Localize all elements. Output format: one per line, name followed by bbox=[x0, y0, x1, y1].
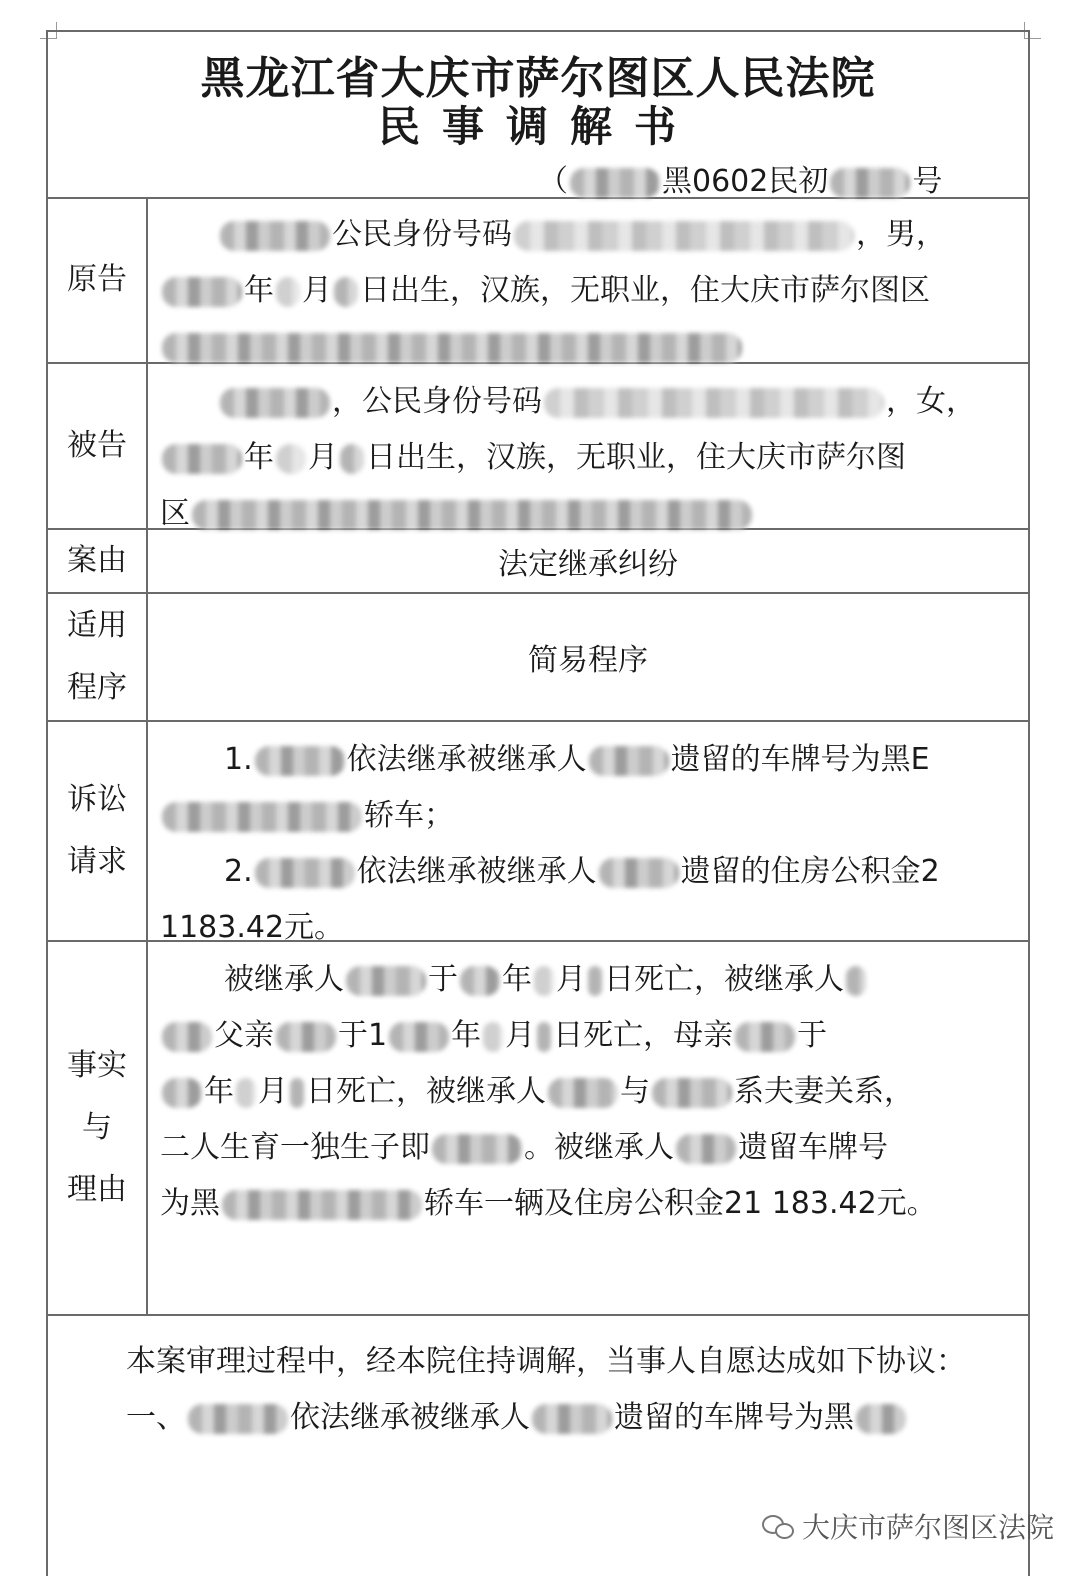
cause-label: 案由 bbox=[48, 530, 148, 592]
claims-label-line2: 请求 bbox=[67, 844, 127, 879]
wechat-icon bbox=[762, 1513, 794, 1539]
defendant-info bbox=[160, 374, 1016, 542]
agreement-item-number: 一、 bbox=[126, 1400, 186, 1435]
redacted-serial bbox=[830, 168, 910, 198]
claims-label bbox=[48, 722, 148, 940]
redacted-plate bbox=[856, 1404, 906, 1434]
redacted-id bbox=[544, 388, 884, 418]
claim-1-text-2: 遗留的车牌号为黑E bbox=[670, 742, 930, 777]
claim-1-text: 依法继承被继承人 bbox=[346, 742, 587, 777]
agreement-content bbox=[62, 1334, 1016, 1446]
facts-text: 于 bbox=[428, 962, 458, 997]
claim-1-number: 1. bbox=[224, 742, 253, 777]
redacted-name bbox=[220, 221, 330, 251]
facts-label-line1: 事实 bbox=[67, 1048, 127, 1083]
facts-text: 月 bbox=[258, 1074, 288, 1109]
facts-label-line2: 与 bbox=[82, 1110, 112, 1145]
facts-text: 年 bbox=[502, 962, 532, 997]
case-number bbox=[538, 156, 942, 200]
redacted-name bbox=[532, 1404, 612, 1434]
document-type: 民事调解书 bbox=[377, 102, 698, 151]
redacted-name bbox=[652, 1078, 732, 1108]
redacted-name bbox=[162, 1022, 212, 1052]
case-number-prefix: （ bbox=[538, 164, 568, 199]
claim-2-text-2: 遗留的住房公积金2 bbox=[680, 854, 940, 889]
facts-text: 日死亡，被继承人 bbox=[306, 1074, 546, 1109]
facts-text: 遗留车牌号 bbox=[738, 1130, 888, 1165]
redacted-date bbox=[460, 966, 500, 996]
cause-row bbox=[48, 530, 1028, 594]
facts-text: 被继承人 bbox=[224, 962, 344, 997]
redacted-birth-year bbox=[162, 277, 242, 307]
redacted-address bbox=[192, 500, 752, 530]
defendant-details: 日出生，汉族，无职业，住大庆市萨尔图 bbox=[366, 440, 906, 475]
title-block bbox=[48, 32, 1028, 199]
plaintiff-year-label: 年 bbox=[244, 273, 274, 308]
plaintiff-label: 原告 bbox=[48, 197, 148, 362]
facts-text: 父亲 bbox=[214, 1018, 274, 1053]
facts-text: 二人生育一独生子即 bbox=[160, 1130, 430, 1165]
procedure-label-line2: 程序 bbox=[67, 670, 127, 705]
claim-2-text: 依法继承被继承人 bbox=[356, 854, 597, 889]
redacted-date bbox=[588, 966, 602, 996]
case-number-suffix: 号 bbox=[912, 164, 943, 199]
redacted-date bbox=[389, 1022, 449, 1052]
redacted-plate bbox=[162, 802, 362, 832]
plaintiff-row bbox=[48, 197, 1028, 364]
redacted-birth-year bbox=[162, 444, 242, 474]
agreement-intro: 本案审理过程中，经本院住持调解，当事人自愿达成如下协议： bbox=[126, 1344, 966, 1379]
redacted-address bbox=[162, 333, 742, 363]
defendant-address-prefix: 区 bbox=[160, 496, 190, 531]
defendant-month-label: 月 bbox=[308, 440, 338, 475]
facts-text: 。被继承人 bbox=[524, 1130, 674, 1165]
facts-content bbox=[160, 952, 1016, 1232]
source-watermark bbox=[762, 1506, 1054, 1546]
redacted-birth-month bbox=[276, 277, 300, 307]
redacted-date bbox=[537, 1022, 551, 1052]
procedure-label-line1: 适用 bbox=[67, 608, 127, 643]
redacted-date bbox=[483, 1022, 503, 1052]
facts-row bbox=[48, 942, 1028, 1316]
defendant-row bbox=[48, 364, 1028, 530]
facts-text: 月 bbox=[556, 962, 586, 997]
claims-content bbox=[160, 732, 1016, 956]
facts-text: 月 bbox=[505, 1018, 536, 1053]
defendant-id-label: ，公民身份号码 bbox=[332, 384, 542, 419]
facts-label-line3: 理由 bbox=[67, 1172, 127, 1207]
case-number-mid: 黑0602民初 bbox=[662, 164, 829, 199]
facts-label bbox=[48, 942, 148, 1314]
facts-text: 日死亡，被继承人 bbox=[604, 962, 844, 997]
facts-text: 于1 bbox=[338, 1018, 388, 1053]
watermark-text: 大庆市萨尔图区法院 bbox=[802, 1511, 1055, 1544]
defendant-year-label: 年 bbox=[244, 440, 274, 475]
plaintiff-month-label: 月 bbox=[302, 273, 332, 308]
facts-text: 于 bbox=[797, 1018, 828, 1053]
facts-text: 日死亡，母亲 bbox=[553, 1018, 734, 1053]
redacted-date bbox=[162, 1078, 202, 1108]
document-page bbox=[46, 30, 1030, 1576]
defendant-gender: ，女， bbox=[886, 384, 976, 419]
redacted-name bbox=[255, 858, 355, 888]
facts-text: 为黑 bbox=[160, 1186, 220, 1221]
procedure-row bbox=[48, 594, 1028, 722]
redacted-name bbox=[432, 1134, 522, 1164]
redacted-birth-day bbox=[340, 444, 364, 474]
redacted-name bbox=[548, 1078, 618, 1108]
redacted-name bbox=[589, 746, 669, 776]
redacted-year bbox=[570, 168, 660, 198]
redacted-name bbox=[846, 966, 866, 996]
claim-1-end: 轿车； bbox=[364, 798, 454, 833]
procedure-value: 简易程序 bbox=[528, 643, 648, 678]
defendant-label: 被告 bbox=[48, 364, 148, 528]
redacted-name bbox=[220, 388, 330, 418]
plaintiff-id-label: 公民身份号码 bbox=[332, 217, 512, 252]
agreement-item-text-2: 遗留的车牌号为黑 bbox=[614, 1400, 854, 1435]
redacted-name bbox=[276, 1022, 336, 1052]
redacted-name bbox=[676, 1134, 736, 1164]
redacted-name bbox=[188, 1404, 288, 1434]
claims-row bbox=[48, 722, 1028, 945]
redacted-birth-month bbox=[276, 444, 306, 474]
facts-text: 与 bbox=[620, 1074, 650, 1109]
redacted-name bbox=[255, 746, 345, 776]
redacted-date bbox=[290, 1078, 304, 1108]
redacted-name bbox=[346, 966, 426, 996]
facts-text: 年 bbox=[451, 1018, 482, 1053]
plaintiff-gender: ，男， bbox=[856, 217, 946, 252]
claim-2-end: 1183.42元。 bbox=[160, 910, 345, 945]
redacted-name bbox=[599, 858, 679, 888]
cause-value: 法定继承纠纷 bbox=[498, 547, 678, 582]
facts-text: 轿车一辆及住房公积金21 183.42元。 bbox=[424, 1186, 937, 1221]
claim-2-number: 2. bbox=[224, 854, 253, 889]
agreement-item-text: 依法继承被继承人 bbox=[290, 1400, 530, 1435]
redacted-plate bbox=[222, 1190, 422, 1220]
facts-text: 年 bbox=[204, 1074, 234, 1109]
claims-label-line1: 诉讼 bbox=[67, 782, 127, 817]
court-name: 黑龙江省大庆市萨尔图区人民法院 bbox=[200, 53, 876, 104]
plaintiff-details: 日出生，汉族，无职业，住大庆市萨尔图区 bbox=[360, 273, 930, 308]
redacted-birth-day bbox=[334, 277, 358, 307]
facts-text: 系夫妻关系， bbox=[734, 1074, 914, 1109]
procedure-label bbox=[48, 594, 148, 720]
redacted-name bbox=[735, 1022, 795, 1052]
redacted-id bbox=[514, 221, 854, 251]
redacted-date bbox=[534, 966, 554, 996]
redacted-date bbox=[236, 1078, 256, 1108]
plaintiff-info bbox=[160, 207, 1016, 375]
